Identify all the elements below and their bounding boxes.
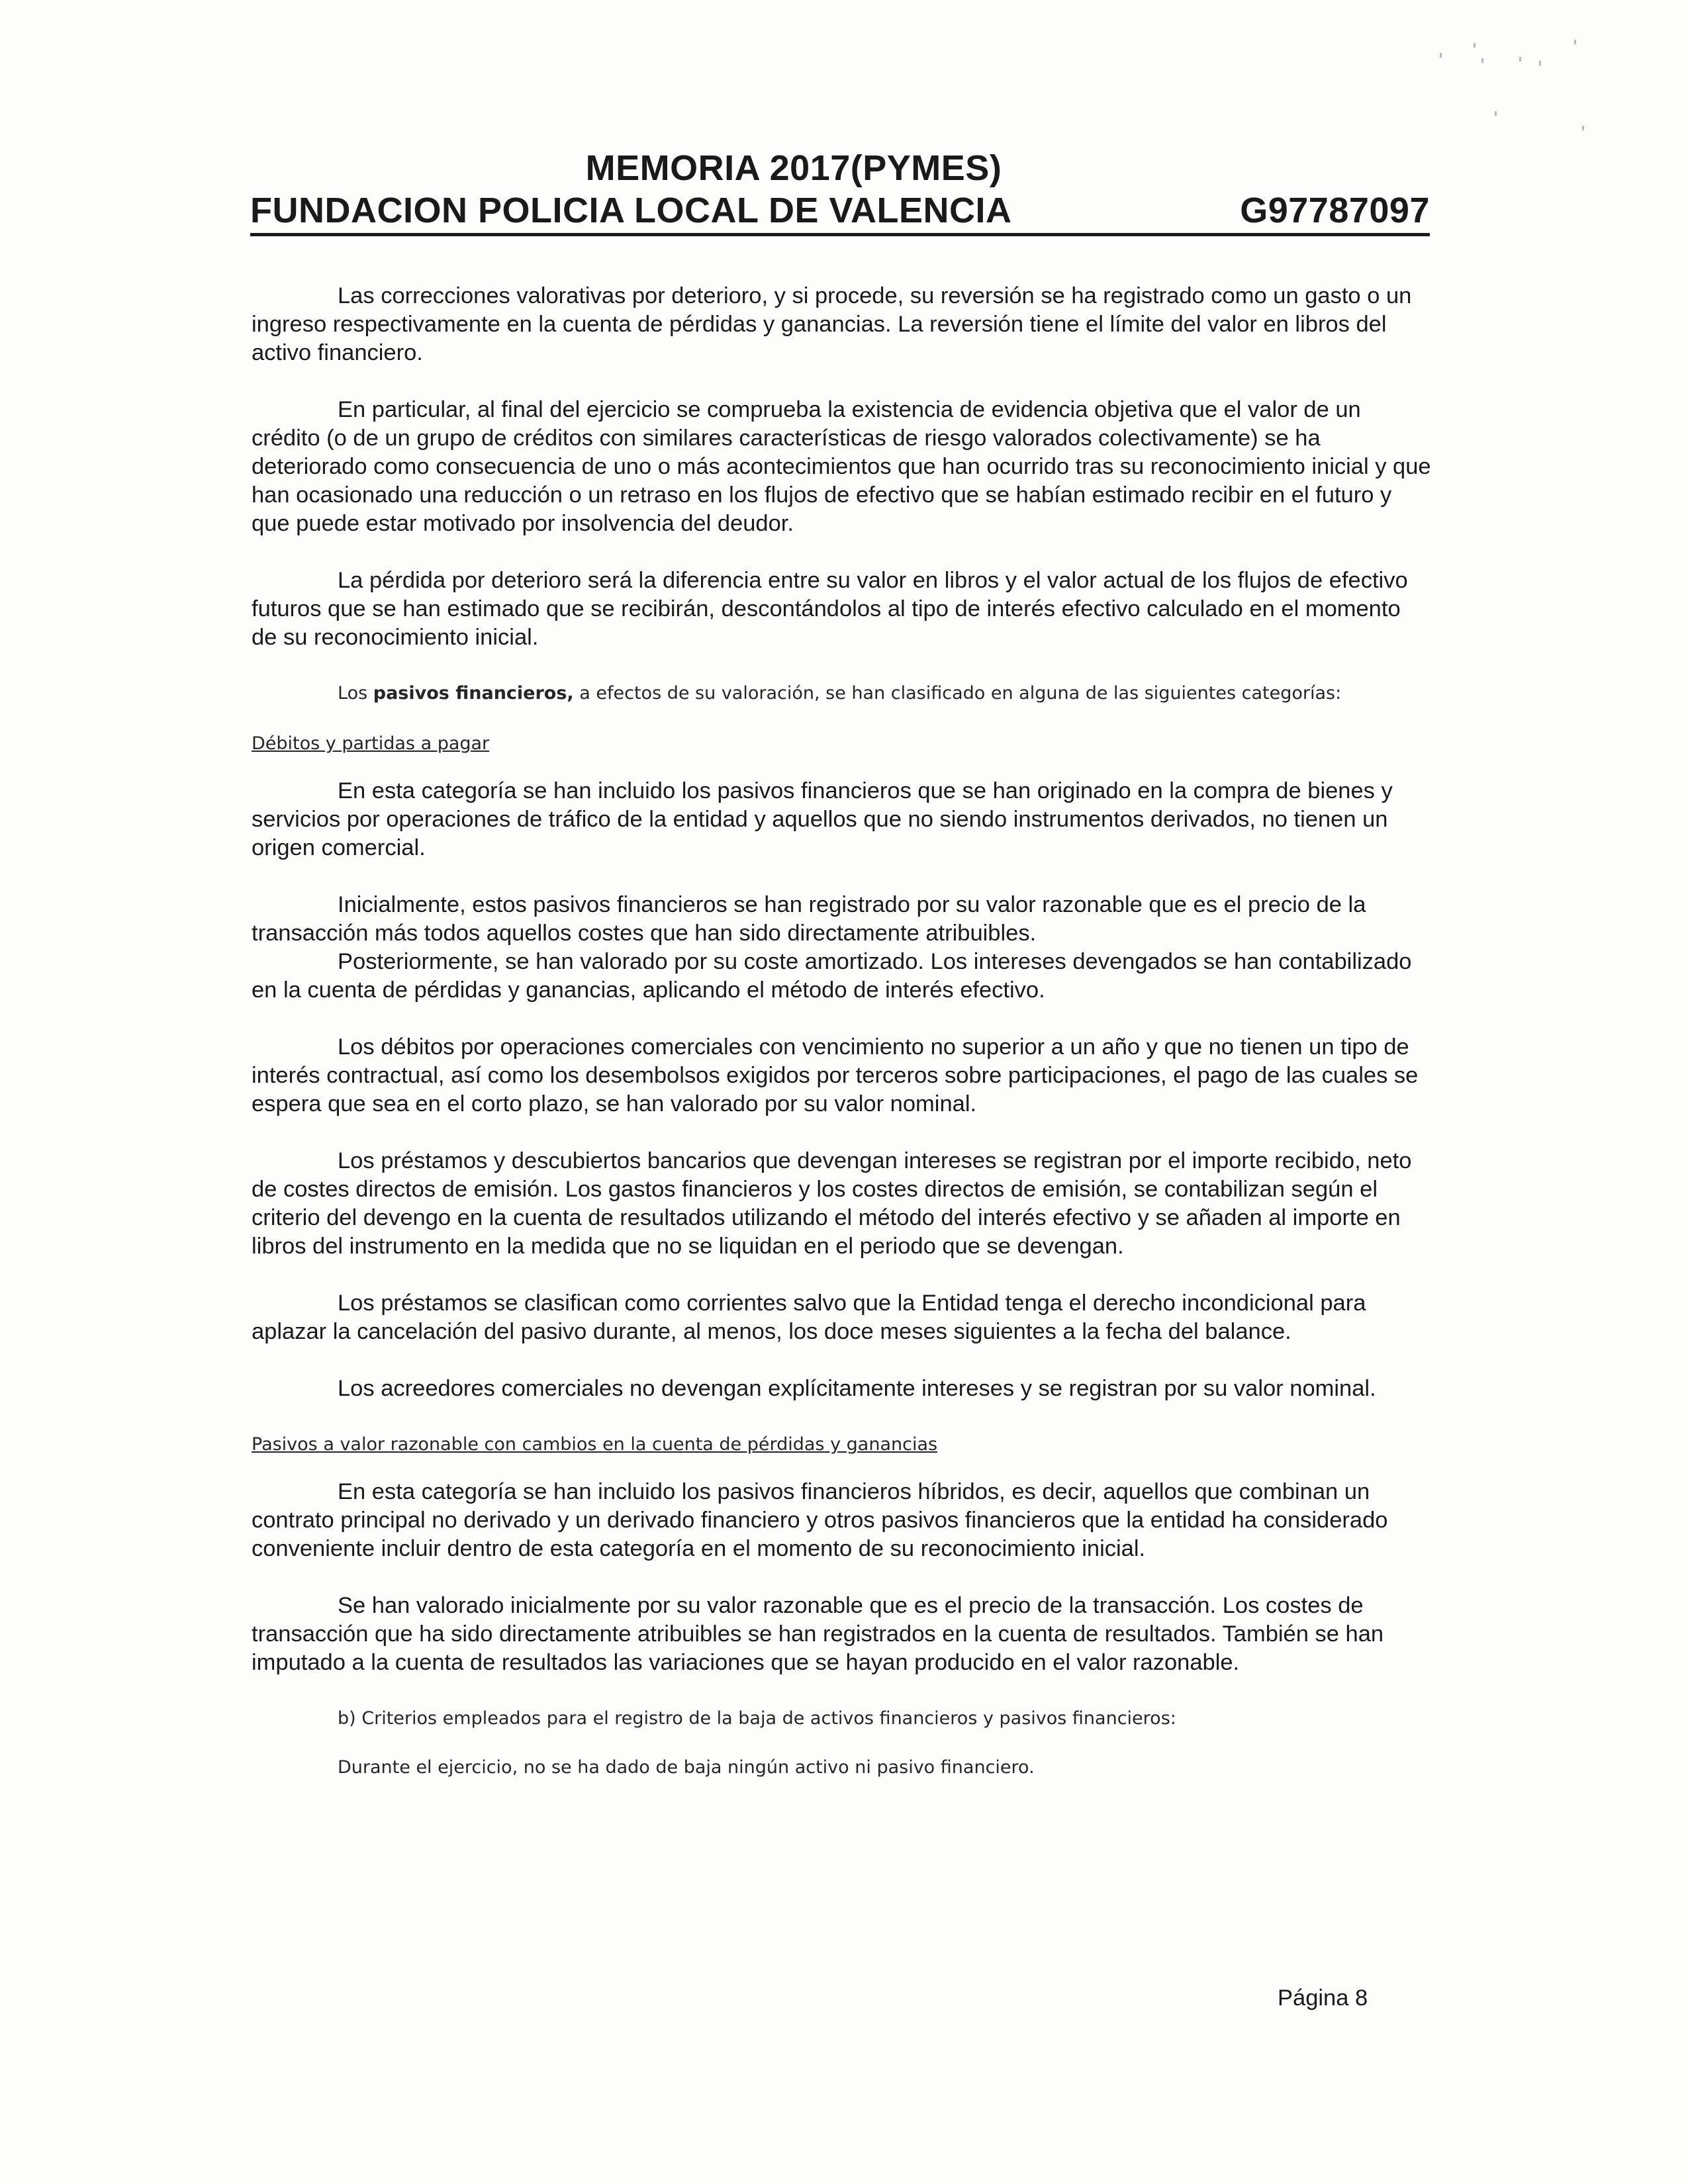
page-number: Página 8 — [1278, 1985, 1368, 2011]
section-intro: Los pasivos financieros, a efectos de su valoración, se han clasificado en alguna de las siguientes categorías: — [338, 683, 1342, 704]
paragraph: Los préstamos y descubiertos bancarios que devengan intereses se registran por el importe recibido, neto de costes directos de emisión. Los gastos financieros y los costes directos de emisión, se contabilizan según el criterio del devengo en la cuenta de resultados utilizando el método del interés efectivo y se añaden al importe en libros del instrumento en la medida que no se liquidan en el periodo que se devengan. — [252, 1148, 1412, 1259]
paragraph: Los préstamos se clasifican como corrientes salvo que la Entidad tenga el derecho incondicional para aplazar la cancelación del pasivo durante, al menos, los doce meses siguientes a la fecha del balance. — [252, 1291, 1366, 1344]
criteria-heading: b) Criterios empleados para el registro de la baja de activos financieros y pasivos financieros: — [338, 1708, 1176, 1729]
paragraph: En particular, al final del ejercicio se comprueba la existencia de evidencia objetiva que el valor de un crédito (o de un grupo de créditos con similares características de riesgo valorados colectivamente) se ha deteriorado como consecuencia de uno o más acontecimientos que han ocurrido tras su reconocimiento inicial y que han ocasionado una reducción o un retraso en los flujos de efectivo que se habían estimado recibir en el futuro y que puede estar motivado por insolvencia del deudor. — [252, 397, 1431, 536]
paragraph: Inicialmente, estos pasivos financieros se han registrado por su valor razonable que es el precio de la transacción más todos aquellos costes que han sido directamente atribuibles. — [252, 892, 1366, 946]
subheading-debitos: Débitos y partidas a pagar — [252, 733, 490, 754]
entity-name: FUNDACION POLICIA LOCAL DE VALENCIA — [250, 191, 1012, 230]
paragraph: Posteriormente, se han valorado por su coste amortizado. Los intereses devengados se han contabilizado en la cuenta de pérdidas y ganancias, aplicando el método de interés efectivo. — [252, 949, 1412, 1003]
bold-term: pasivos financieros, — [373, 683, 574, 704]
tax-id: G97787097 — [1240, 191, 1430, 230]
paragraph: En esta categoría se han incluido los pasivos financieros híbridos, es decir, aquellos que combinan un contrato principal no derivado y un derivado financiero y otros pasivos financieros que la entidad ha considerado conveniente incluir dentro de esta categoría en el momento de su reconocimiento inicial. — [252, 1479, 1388, 1561]
scan-specks — [1423, 26, 1622, 172]
baja-statement: Durante el ejercicio, no se ha dado de baja ningún activo ni pasivo financiero. — [338, 1757, 1035, 1778]
header-rule — [250, 233, 1430, 236]
paragraph: Los débitos por operaciones comerciales con vencimiento no superior a un año y que no tienen un tipo de interés contractual, así como los desembolsos exigidos por terceros sobre participaciones, el pago de las cuales se espera que sea en el corto plazo, se han valorado por su valor nominal. — [252, 1034, 1419, 1116]
paragraph: En esta categoría se han incluido los pasivos financieros que se han originado en la compra de bienes y servicios por operaciones de tráfico de la entidad y aquellos que no siendo instrumentos derivados, no tienen un origen comercial. — [252, 778, 1393, 860]
subheading-pasivos: Pasivos a valor razonable con cambios en la cuenta de pérdidas y ganancias — [252, 1434, 938, 1455]
header-row — [250, 189, 1430, 232]
page-header — [250, 147, 1430, 236]
paragraph: La pérdida por deterioro será la diferencia entre su valor en libros y el valor actual de los flujos de efectivo futuros que se han estimado que se recibirán, descontándolos al tipo de interés efectivo calculado en el momento de su reconocimiento inicial. — [252, 568, 1408, 650]
paragraph: Se han valorado inicialmente por su valor razonable que es el precio de la transacción. Los costes de transacción que ha sido directamente atribuibles se han registrados en la cuenta de resultados. También se han imputado a la cuenta de resultados las variaciones que se hayan producido en el valor razonable. — [252, 1593, 1384, 1675]
paragraph: Las correcciones valorativas por deterioro, y si procede, su reversión se ha registrado como un gasto o un ingreso respectivamente en la cuenta de pérdidas y ganancias. La reversión tiene el límite del valor en libros del activo financiero. — [252, 283, 1412, 365]
document-body — [252, 282, 1431, 1781]
paragraph: Los acreedores comerciales no devengan explícitamente intereses y se registran por su valor nominal. — [338, 1376, 1376, 1401]
document-title: MEMORIA 2017(PYMES) — [585, 148, 1002, 188]
